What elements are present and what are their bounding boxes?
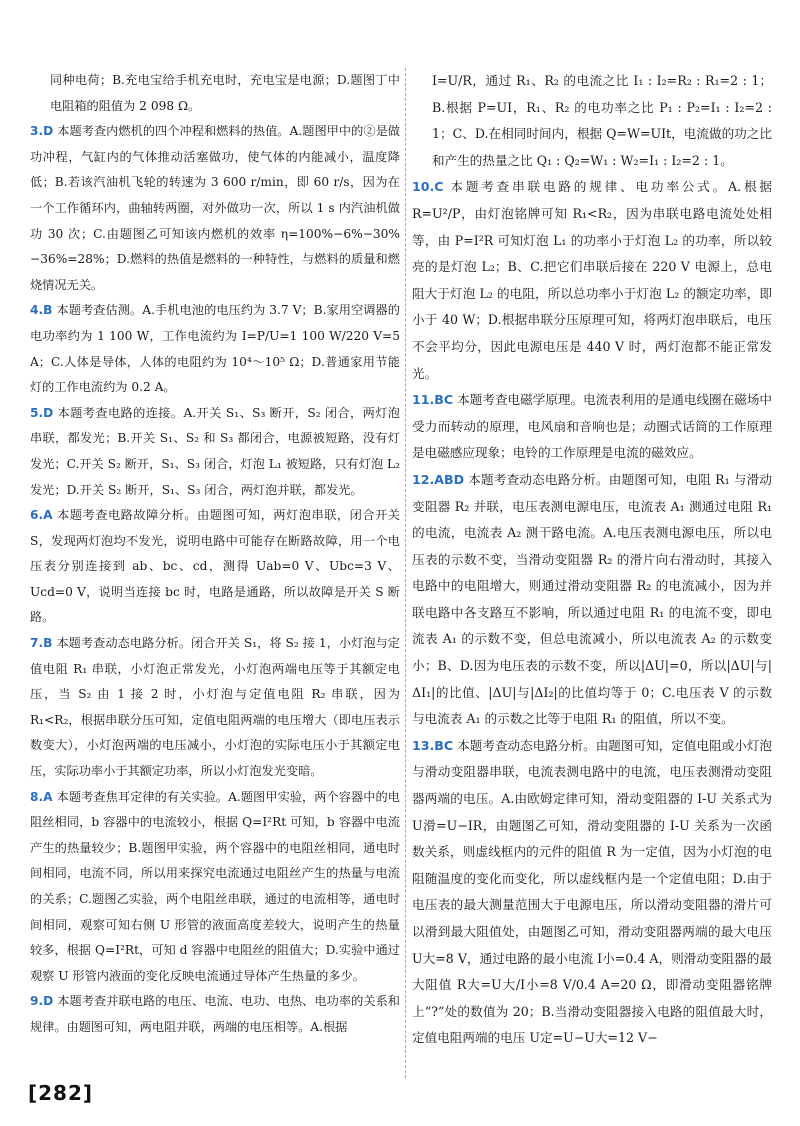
answer-key: 11.BC	[412, 392, 454, 408]
answer-key: 7.B	[30, 636, 53, 651]
answer-item-5	[30, 401, 400, 503]
answer-item-7	[30, 631, 400, 785]
continued-text: 同种电荷；B.充电宝给手机充电时，充电宝是电源；D.题图丁中电阻箱的阻值为 2 098 Ω。	[50, 73, 400, 113]
answer-explanation: 本题考查估测。A.手机电池的电压约为 3.7 V；B.家用空调器的电功率约为 1 100 W，工作电流约为 I=P/U=1 100 W/220 V=5 A；C.人体是导体，人体的电阻约为 10⁴～10⁵ Ω；D.普通家用节能灯的工作电流约为 0.2 A。	[30, 303, 400, 395]
page-number: [282]	[28, 1081, 94, 1105]
answer-key: 12.ABD	[412, 471, 465, 487]
answer-item-11	[412, 387, 772, 467]
left-column	[30, 68, 400, 1041]
answer-explanation: 本题考查串联电路的规律、电功率公式。A.根据 R=U²/P，由灯泡铭牌可知 R₁<R₂，因为串联电路电流处处相等，由 P=I²R 可知灯泡 L₁ 的功率小于灯泡 L₂ 的功率，所以较亮的是灯泡 L₂；B、C.把它们串联后接在 220 V 电源上，总电阻大于灯泡 L₂ 的电阻，所以总功率小于灯泡 L₂ 的额定功率，即小于 40 W；D.根据串联分压原理可知，将两灯泡串联后，电压不会平均分，因此电源电压是 440 V 时，两灯泡都不能正常发光。	[412, 179, 772, 381]
page-number-value: 282	[38, 1081, 83, 1105]
answer-explanation: 本题考查电路的连接。A.开关 S₁、S₃ 断开，S₂ 闭合，两灯泡串联，都发光；B.开关 S₁、S₂ 和 S₃ 都闭合，电源被短路，没有灯发光；C.开关 S₂ 断开，S₁、S₃ 闭合，灯泡 L₁ 被短路，只有灯泡 L₂ 发光；D.开关 S₂ 断开，S₁、S₃ 闭合，两灯泡并联，都发光。	[30, 405, 400, 497]
answer-item-12	[412, 467, 772, 733]
answer-key: 4.B	[30, 303, 53, 318]
answer-item-3	[30, 119, 400, 298]
answer-explanation: 本题考查并联电路的电压、电流、电功、电热、电功率的关系和规律。由题图可知，两电阻并联，两端的电压相等。A.根据	[30, 994, 400, 1034]
answer-explanation: 本题考查内燃机的四个冲程和燃料的热值。A.题图甲中的②是做功冲程，气缸内的气体推动活塞做功，使气体的内能减小，温度降低；B.若该汽油机飞轮的转速为 3 600 r/min，即 60 r/s，因为在一个工作循环内，曲轴转两圈，对外做功一次，所以 1 s 内汽油机做功 30 次；C.由题图乙可知该内燃机的效率 η=100%−6%−30%−36%=28%；D.燃料的热值是燃料的一种特性，与燃料的质量和燃烧情况无关。	[30, 124, 400, 292]
answer-item-8	[30, 785, 400, 990]
answer-key: 8.A	[30, 789, 53, 804]
answer-key: 5.D	[30, 405, 54, 420]
answer-explanation: 本题考查动态电路分析。闭合开关 S₁，将 S₂ 接 1，小灯泡与定值电阻 R₁ 串联，小灯泡正常发光，小灯泡两端电压等于其额定电压，当 S₂ 由 1 接 2 时，小灯泡与定值电阻 R₂ 串联，因为 R₁<R₂，根据串联分压可知，定值电阻两端的电压增大（即电压表示数变大），小灯泡两端的电压减小，小灯泡的实际电压小于其额定电压，实际功率小于其额定功率，所以小灯泡发光变暗。	[30, 636, 400, 779]
answer-key: 6.A	[30, 508, 53, 523]
answer-key: 13.BC	[412, 737, 454, 753]
answer-explanation: 本题考查电磁学原理。电流表利用的是通电线圈在磁场中受力而转动的原理，电风扇和音响也是；动圈式话筒的工作原理是电磁感应现象；电铃的工作原理是电流的磁效应。	[412, 392, 772, 461]
answer-explanation: 本题考查电路故障分析。由题图可知，两灯泡串联，闭合开关 S，发现两灯泡均不发光，说明电路中可能存在断路故障，用一个电压表分别连接到 ab、bc、cd，测得 Uab=0 V、Ubc=3 V、Ucd=0 V，说明当连接 bc 时，电路是通路，所以故障是开关 S 断路。	[30, 508, 400, 625]
right-column	[412, 68, 772, 1052]
answer-item-9	[30, 989, 400, 1040]
answer-explanation: 本题考查动态电路分析。由题图可知，电阻 R₁ 与滑动变阻器 R₂ 并联，电压表测电源电压，电流表 A₁ 测通过电阻 R₁ 的电流，电流表 A₂ 测干路电流。A.电压表测电源电压，所以电压表的示数不变，当滑动变阻器 R₂ 的滑片向右滑动时，其接入电路中的电阻增大，则通过滑动变阻器 R₂ 的电流减小，因为并联电路中各支路互不影响，所以通过电阻 R₁ 的电流不变，即电流表 A₁ 的示数不变，但总电流减小，所以电流表 A₂ 的示数变小；B、D.因为电压表的示数不变，所以|ΔU|=0，所以|ΔU|与|ΔI₁|的比值、|ΔU|与|ΔI₂|的比值均等于 0；C.电压表 V 的示数与电流表 A₁ 的示数之比等于电阻 R₁ 的阻值，所以不变。	[412, 471, 772, 727]
answer-item-6	[30, 503, 400, 631]
answer-key: 10.C	[412, 179, 444, 195]
answer-key: 9.D	[30, 994, 54, 1009]
answer-explanation: 本题考查焦耳定律的有关实验。A.题图甲实验，两个容器中的电阻丝相同，b 容器中的电流较小，根据 Q=I²Rt 可知，b 容器中电流产生的热量较少；B.题图甲实验，两个容器中的电阻丝相同，通电时间相同，电流不同，所以用来探究电流通过电阻丝产生的热量与电流的关系；C.题图乙实验，两个电阻丝串联，通过的电流相等，通电时间相同，观察可知右侧 U 形管的液面高度差较大，说明产生的热量较多，根据 Q=I²Rt，可知 d 容器中电阻丝的阻值大；D.实验中通过观察 U 形管内液面的变化反映电流通过导体产生热量的多少。	[30, 789, 400, 983]
answer-item-13	[412, 733, 772, 1052]
answer-key: 3.D	[30, 124, 54, 139]
answer-item-10	[412, 174, 772, 387]
column-divider	[405, 68, 406, 1078]
continued-text: I=U/R，通过 R₁、R₂ 的电流之比 I₁ : I₂=R₂ : R₁=2 : 1；B.根据 P=UI，R₁、R₂ 的电功率之比 P₁ : P₂=I₁ : I₂=2 : 1；C、D.在相同时间内，根据 Q=W=UIt，电流做的功之比和产生的热量之比 Q₁ : Q₂=W₁ : W₂=I₁ : I₂=2 : 1。	[432, 73, 772, 168]
answer-item-4	[30, 298, 400, 400]
answer-explanation: 本题考查动态电路分析。由题图可知，定值电阻或小灯泡与滑动变阻器串联，电流表测电路中的电流，电压表测滑动变阻器两端的电压。A.由欧姆定律可知，滑动变阻器的 I-U 关系式为 U滑=U−IR，由题图乙可知，滑动变阻器的 I-U 关系为一次函数关系，则虚线框内的元件的阻值 R 为一定值，因为小灯泡的电阻随温度的变化而变化，所以虚线框内是一个定值电阻；D.由于电压表的最大测量范围大于电源电压，所以滑动变阻器的滑片可以滑到最大阻值处，由题图乙可知，滑动变阻器两端的最大电压 U大=8 V，通过电路的最小电流 I小=0.4 A，则滑动变阻器的最大阻值 R大=U大/I小=8 V/0.4 A=20 Ω，即滑动变阻器铭牌上“?”处的数值为 20；B.当滑动变阻器接入电路的阻值最大时，定值电阻两端的电压 U定=U−U大=12 V−	[412, 737, 772, 1046]
